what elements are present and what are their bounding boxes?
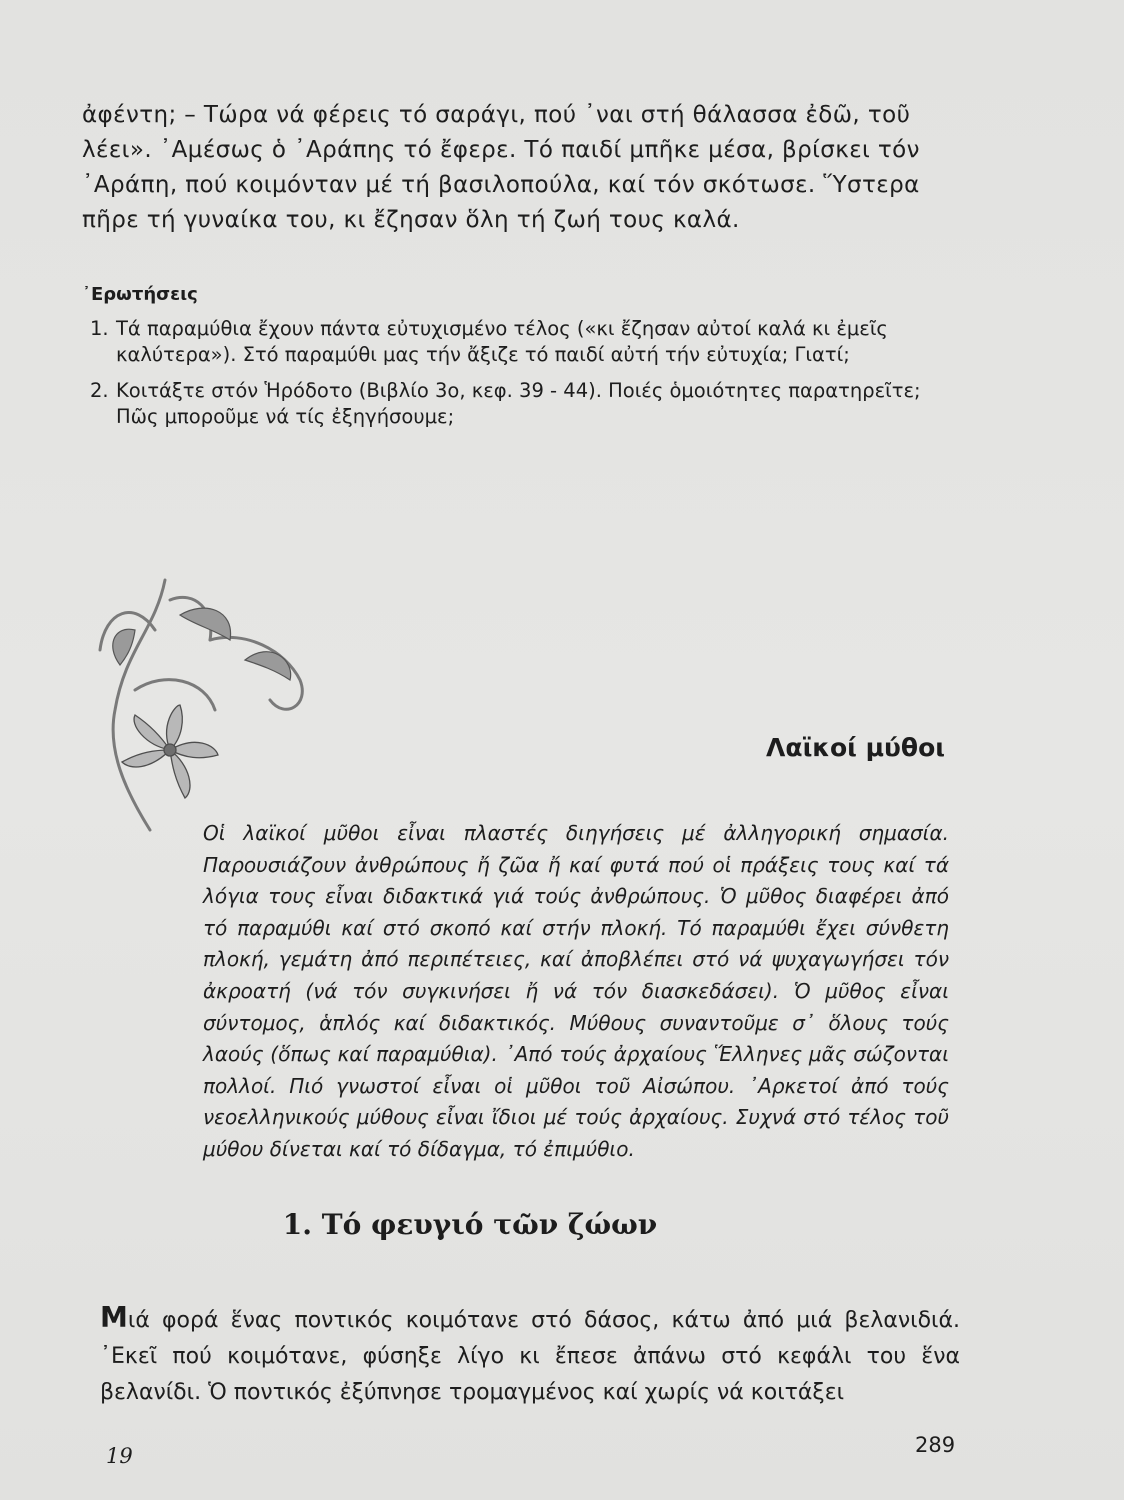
section-title: Λαϊκοί μύθοι — [765, 733, 945, 762]
text-line: λέει». ᾽Αμέσως ὁ ᾽Αράπης τό ἔφερε. Τό παιδί μπῆκε μέσα, βρίσκει τόν — [82, 137, 920, 163]
question-number: 1. — [90, 317, 109, 340]
drop-cap: Μ — [100, 1301, 128, 1334]
questions-list — [90, 316, 960, 440]
text-line: πῆρε τή γυναίκα του, κι ἔζησαν ὅλη τή ζωή τους καλά. — [82, 207, 740, 233]
text-line: ᾽Αράπη, πού κοιμόνταν μέ τή βασιλοπούλα, καί τόν σκότωσε. Ὕστερα — [82, 172, 920, 198]
text-line: ἀφέντη; – Τώρα νά φέρεις τό σαράγι, πού ᾽ναι στή θάλασσα ἐδῶ, τοῦ — [82, 102, 911, 128]
question-item — [90, 316, 960, 368]
intro-paragraph: Οἱ λαϊκοί μῦθοι εἶναι πλαστές διηγήσεις μέ ἀλληγορική σημασία. Παρουσιάζουν ἀνθρώπους ἤ ζῶα ἤ καί φυτά πού οἱ πράξεις τους καί τά λόγια τους εἶναι διδακτικά γιά τούς ἀνθρώπους. Ὁ μῦθος διαφέρει ἀπό τό παραμύθι καί στό σκοπό καί στήν πλοκή. Τό παραμύθι ἔχει σύνθετη πλοκή, γεμάτη ἀπό περιπέτειες, καί ἀποβλέπει στό νά ψυχαγωγήσει τόν ἀκροατή (νά τόν συγκινήσει ἤ νά τόν διασκεδάσει). Ὁ μῦθος εἶναι σύντομος, ἁπλός καί διδακτικός. Μύθους συναντοῦμε σ᾽ ὅλους τούς λαούς (ὅπως καί παραμύθια). ᾽Από τούς ἀρχαίους Ἕλληνες μᾶς σώζονται πολλοί. Πιό γνωστοί εἶναι οἱ μῦθοι τοῦ Αἰσώπου. ᾽Αρκετοί ἀπό τούς νεοελληνικούς μύθους εἶναι ἴδιοι μέ τούς ἀρχαίους. Συχνά στό τέλος τοῦ μύθου δίνεται καί τό δίδαγμα, τό ἐπιμύθιο. — [203, 821, 949, 1161]
story-text: ιά φορά ἕνας ποντικός κοιμότανε στό δάσος, κάτω ἀπό μιά βελανιδιά. ᾽Εκεῖ πού κοιμότανε, φύσηξε λίγο κι ἔπεσε ἀπάνω στό κεφάλι του ἕνα βελανίδι. Ὁ ποντικός ἐξύπνησε τρομαγμένος καί χωρίς νά κοιτάξει — [100, 1308, 960, 1405]
question-number: 2. — [90, 379, 109, 402]
top-paragraph — [82, 98, 962, 238]
story-paragraph — [100, 1300, 960, 1411]
question-item — [90, 378, 960, 430]
question-text: Κοιτάξτε στόν Ἡρόδοτο (Βιβλίο 3ο, κεφ. 39 - 44). Ποιές ὁμοιότητες παρατηρεῖτε; Πῶς μποροῦμε νά τίς ἐξηγήσουμε; — [116, 379, 921, 428]
questions-heading: ᾽Ερωτήσεις — [82, 284, 198, 305]
sheet-number: 19 — [106, 1444, 133, 1468]
floral-ornament-icon — [95, 570, 325, 840]
story-title: 1. Τό φευγιό τῶν ζώων — [282, 1208, 658, 1241]
page-number: 289 — [915, 1433, 956, 1457]
question-text: Τά παραμύθια ἔχουν πάντα εὐτυχισμένο τέλος («κι ἔζησαν αὐτοί καλά κι ἐμεῖς καλύτερα»). Στό παραμύθι μας τήν ἄξιζε τό παιδί αὐτή τήν εὐτυχία; Γιατί; — [116, 317, 888, 366]
